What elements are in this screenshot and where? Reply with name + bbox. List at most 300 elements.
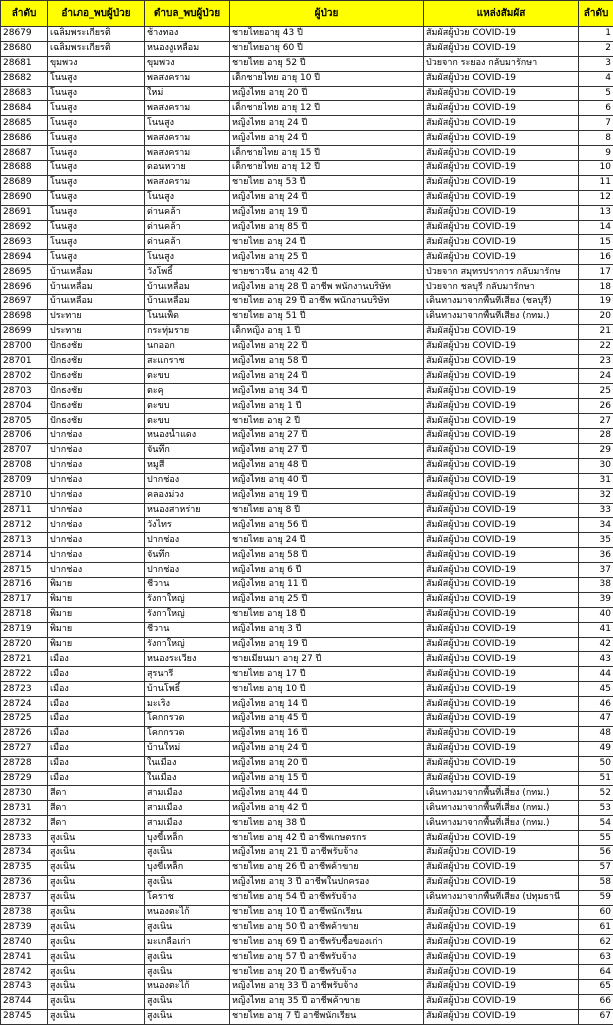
cell-patient: หญิงไทย อายุ 24 ปี	[230, 131, 424, 146]
cell-district: ปากช่อง	[48, 443, 145, 458]
cell-subdistrict: พลสงคราม	[145, 71, 230, 86]
cell-source: สัมผัสผู้ป่วย COVID-19	[424, 41, 579, 56]
table-row	[1, 860, 613, 875]
cell-id: 28684	[1, 101, 48, 116]
cell-source: สัมผัสผู้ป่วย COVID-19	[424, 950, 579, 965]
table-row	[1, 146, 613, 161]
cell-subdistrict: พลสงคราม	[145, 175, 230, 190]
cell-subdistrict: บุงขี้เหล็ก	[145, 831, 230, 846]
cell-source: สัมผัสผู้ป่วย COVID-19	[424, 726, 579, 741]
table-row	[1, 354, 613, 369]
cell-district: โนนสูง	[48, 146, 145, 161]
cell-seq: 5	[579, 86, 613, 101]
cell-district: โนนสูง	[48, 131, 145, 146]
table-row	[1, 622, 613, 637]
cell-seq: 20	[579, 309, 613, 324]
cell-source: เดินทางมาจากพื้นที่เสี่ยง (กทม.)	[424, 816, 579, 831]
cell-seq: 6	[579, 101, 613, 116]
cell-id: 28686	[1, 131, 48, 146]
cell-seq: 29	[579, 443, 613, 458]
cell-seq: 53	[579, 801, 613, 816]
cell-district: โนนสูง	[48, 116, 145, 131]
cell-seq: 32	[579, 488, 613, 503]
cell-subdistrict: คลองม่วง	[145, 488, 230, 503]
cell-id: 28709	[1, 473, 48, 488]
table-row	[1, 101, 613, 116]
cell-seq: 27	[579, 414, 613, 429]
cell-district: สูงเนิน	[48, 845, 145, 860]
cell-district: โนนสูง	[48, 71, 145, 86]
table-row	[1, 235, 613, 250]
cell-patient: หญิงไทย อายุ 58 ปี	[230, 354, 424, 369]
cell-subdistrict: โนนสูง	[145, 190, 230, 205]
cell-seq: 10	[579, 161, 613, 176]
cell-subdistrict: พลสงคราม	[145, 101, 230, 116]
table-row	[1, 458, 613, 473]
cell-seq: 7	[579, 116, 613, 131]
cell-district: ปากช่อง	[48, 429, 145, 444]
cell-subdistrict: พลสงคราม	[145, 146, 230, 161]
cell-subdistrict: โคกกรวด	[145, 726, 230, 741]
cell-district: เมือง	[48, 652, 145, 667]
cell-district: สูงเนิน	[48, 935, 145, 950]
cell-subdistrict: สูงเนิน	[145, 845, 230, 860]
cell-seq: 49	[579, 741, 613, 756]
cell-source: สัมผัสผู้ป่วย COVID-19	[424, 935, 579, 950]
cell-subdistrict: สะแกราช	[145, 354, 230, 369]
cell-source: สัมผัสผู้ป่วย COVID-19	[424, 920, 579, 935]
cell-district: สูงเนิน	[48, 1009, 145, 1024]
cell-patient: ชายไทย อายุ 69 ปี อาชีพรับซื้อของเก่า	[230, 935, 424, 950]
cell-patient: หญิงไทย อายุ 27 ปี	[230, 443, 424, 458]
cell-district: เมือง	[48, 741, 145, 756]
table-row	[1, 592, 613, 607]
table-row	[1, 607, 613, 622]
cell-source: สัมผัสผู้ป่วย COVID-19	[424, 682, 579, 697]
cell-subdistrict: หนองน้ำแดง	[145, 429, 230, 444]
cell-source: สัมผัสผู้ป่วย COVID-19	[424, 443, 579, 458]
cell-patient: หญิงไทย อายุ 40 ปี	[230, 473, 424, 488]
cell-source: เดินทางมาจากพื้นที่เสี่ยง (กทม.)	[424, 801, 579, 816]
cell-seq: 33	[579, 503, 613, 518]
cell-source: สัมผัสผู้ป่วย COVID-19	[424, 860, 579, 875]
cell-source: สัมผัสผู้ป่วย COVID-19	[424, 980, 579, 995]
cell-patient: หญิงไทย อายุ 33 ปี อาชีพรับจ้าง	[230, 980, 424, 995]
cell-source: สัมผัสผู้ป่วย COVID-19	[424, 101, 579, 116]
cell-district: สูงเนิน	[48, 994, 145, 1009]
header-cell-district: อำเภอ_พบผู้ป่วย	[48, 1, 145, 27]
cell-patient: หญิงไทย อายุ 14 ปี	[230, 697, 424, 712]
cell-patient: เด็กชายไทย อายุ 15 ปี	[230, 146, 424, 161]
cell-district: ปักธงชัย	[48, 384, 145, 399]
cell-patient: ชายไทย อายุ 24 ปี	[230, 533, 424, 548]
cell-id: 28720	[1, 637, 48, 652]
cell-subdistrict: ในเมือง	[145, 771, 230, 786]
cell-seq: 16	[579, 250, 613, 265]
cell-patient: ชายชาวจีน อายุ 42 ปี	[230, 265, 424, 280]
cell-district: โนนสูง	[48, 250, 145, 265]
cell-district: ปากช่อง	[48, 503, 145, 518]
table-row	[1, 71, 613, 86]
cell-source: สัมผัสผู้ป่วย COVID-19	[424, 116, 579, 131]
table-row	[1, 905, 613, 920]
cell-seq: 26	[579, 399, 613, 414]
cell-patient: ชายไทย อายุ 50 ปี อาชีพค้าขาย	[230, 920, 424, 935]
table-row	[1, 443, 613, 458]
cell-seq: 46	[579, 697, 613, 712]
cell-source: สัมผัสผู้ป่วย COVID-19	[424, 250, 579, 265]
header-cell-patient: ผู้ป่วย	[230, 1, 424, 27]
cell-id: 28731	[1, 801, 48, 816]
header-cell-source: แหล่งสัมผัส	[424, 1, 579, 27]
table-row	[1, 652, 613, 667]
cell-subdistrict: ใหม่	[145, 86, 230, 101]
cell-id: 28737	[1, 890, 48, 905]
table-row	[1, 503, 613, 518]
cell-source: สัมผัสผู้ป่วย COVID-19	[424, 697, 579, 712]
header-cell-id: ลำดับ	[1, 1, 48, 27]
cell-id: 28732	[1, 816, 48, 831]
table-row	[1, 771, 613, 786]
cell-seq: 35	[579, 533, 613, 548]
cell-subdistrict: มะเกลือเก่า	[145, 935, 230, 950]
table-row	[1, 27, 613, 42]
table-row	[1, 190, 613, 205]
table-row	[1, 845, 613, 860]
cell-id: 28722	[1, 667, 48, 682]
table-row	[1, 265, 613, 280]
cell-source: สัมผัสผู้ป่วย COVID-19	[424, 831, 579, 846]
table-row	[1, 488, 613, 503]
cell-seq: 23	[579, 354, 613, 369]
cell-seq: 9	[579, 146, 613, 161]
cell-patient: ชายไทย อายุ 26 ปี อาชีพค้าขาย	[230, 860, 424, 875]
cell-patient: หญิงไทย อายุ 24 ปี	[230, 369, 424, 384]
cell-district: เมือง	[48, 711, 145, 726]
cell-source: สัมผัสผู้ป่วย COVID-19	[424, 965, 579, 980]
cell-seq: 43	[579, 652, 613, 667]
cell-subdistrict: โนนเพ็ด	[145, 309, 230, 324]
table-row	[1, 831, 613, 846]
header-cell-subdistrict: ตำบล_พบผู้ป่วย	[145, 1, 230, 27]
cell-source: สัมผัสผู้ป่วย COVID-19	[424, 324, 579, 339]
cell-district: พิมาย	[48, 592, 145, 607]
cell-subdistrict: ช้างทอง	[145, 27, 230, 42]
cell-district: เมือง	[48, 682, 145, 697]
cell-seq: 19	[579, 295, 613, 310]
cell-source: สัมผัสผู้ป่วย COVID-19	[424, 1009, 579, 1024]
cell-subdistrict: ตะขบ	[145, 369, 230, 384]
cell-district: ปากช่อง	[48, 533, 145, 548]
cell-patient: หญิงไทย อายุ 19 ปี	[230, 205, 424, 220]
cell-seq: 45	[579, 682, 613, 697]
table-row	[1, 756, 613, 771]
cell-subdistrict: ด่านคล้า	[145, 235, 230, 250]
cell-patient: หญิงไทย อายุ 44 ปี	[230, 786, 424, 801]
cell-id: 28717	[1, 592, 48, 607]
cell-seq: 37	[579, 563, 613, 578]
cell-district: เมือง	[48, 667, 145, 682]
cell-subdistrict: สูงเนิน	[145, 950, 230, 965]
table-row	[1, 369, 613, 384]
table-row	[1, 429, 613, 444]
cell-patient: หญิงไทย อายุ 25 ปี	[230, 250, 424, 265]
cell-source: สัมผัสผู้ป่วย COVID-19	[424, 71, 579, 86]
cell-seq: 55	[579, 831, 613, 846]
table-row	[1, 131, 613, 146]
cell-patient: ชายไทย อายุ 17 ปี	[230, 667, 424, 682]
cell-subdistrict: สุรนารี	[145, 667, 230, 682]
cell-patient: หญิงไทย อายุ 16 ปี	[230, 726, 424, 741]
cell-source: เดินทางมาจากพื้นที่เสี่ยง (ชลบุรี)	[424, 295, 579, 310]
table-row	[1, 175, 613, 190]
cell-subdistrict: รังกาใหญ่	[145, 592, 230, 607]
cell-patient: หญิงไทย อายุ 3 ปี	[230, 622, 424, 637]
cell-source: สัมผัสผู้ป่วย COVID-19	[424, 369, 579, 384]
cell-id: 28701	[1, 354, 48, 369]
cell-patient: ชายไทย อายุ 10 ปี	[230, 682, 424, 697]
cell-district: พิมาย	[48, 577, 145, 592]
cell-district: ปากช่อง	[48, 473, 145, 488]
cell-subdistrict: รังกาใหญ่	[145, 637, 230, 652]
cell-subdistrict: หนองระเวียง	[145, 652, 230, 667]
cell-district: เฉลิมพระเกียรติ	[48, 41, 145, 56]
cell-patient: ชายไทย อายุ 7 ปี อาชีพนักเรียน	[230, 1009, 424, 1024]
cell-seq: 38	[579, 577, 613, 592]
cell-source: ป่วยจาก ระยอง กลับมารักษา	[424, 56, 579, 71]
cell-district: สูงเนิน	[48, 965, 145, 980]
cell-subdistrict: จันทึก	[145, 548, 230, 563]
cell-district: สูงเนิน	[48, 860, 145, 875]
cell-source: สัมผัสผู้ป่วย COVID-19	[424, 622, 579, 637]
cell-district: สูงเนิน	[48, 890, 145, 905]
cell-seq: 67	[579, 1009, 613, 1024]
cell-seq: 59	[579, 890, 613, 905]
table-row	[1, 324, 613, 339]
cell-id: 28743	[1, 980, 48, 995]
cell-id: 28729	[1, 771, 48, 786]
cell-seq: 40	[579, 607, 613, 622]
table-row	[1, 935, 613, 950]
cell-id: 28699	[1, 324, 48, 339]
table-row	[1, 399, 613, 414]
cell-id: 28698	[1, 309, 48, 324]
cell-seq: 61	[579, 920, 613, 935]
cell-id: 28687	[1, 146, 48, 161]
cell-id: 28733	[1, 831, 48, 846]
cell-subdistrict: สูงเนิน	[145, 875, 230, 890]
cell-subdistrict: สามเมือง	[145, 816, 230, 831]
table-row	[1, 414, 613, 429]
cell-patient: ชายไทย อายุ 2 ปี	[230, 414, 424, 429]
cell-patient: ชายไทย อายุ 57 ปี อาชีพรับจ้าง	[230, 950, 424, 965]
cell-source: สัมผัสผู้ป่วย COVID-19	[424, 875, 579, 890]
cell-source: สัมผัสผู้ป่วย COVID-19	[424, 905, 579, 920]
table-row	[1, 965, 613, 980]
cell-patient: ชายไทย อายุ 8 ปี	[230, 503, 424, 518]
cell-district: เมือง	[48, 697, 145, 712]
table-row	[1, 56, 613, 71]
cell-seq: 50	[579, 756, 613, 771]
cell-district: พิมาย	[48, 622, 145, 637]
cell-seq: 21	[579, 324, 613, 339]
cell-seq: 8	[579, 131, 613, 146]
cell-district: ปักธงชัย	[48, 339, 145, 354]
cell-source: สัมผัสผู้ป่วย COVID-19	[424, 533, 579, 548]
table-row	[1, 697, 613, 712]
cell-seq: 48	[579, 726, 613, 741]
cell-source: สัมผัสผู้ป่วย COVID-19	[424, 235, 579, 250]
table-row	[1, 384, 613, 399]
cell-subdistrict: บุงขี้เหล็ก	[145, 860, 230, 875]
cell-patient: ชายเมียนมา อายุ 27 ปี	[230, 652, 424, 667]
cell-subdistrict: ปากช่อง	[145, 533, 230, 548]
cell-source: สัมผัสผู้ป่วย COVID-19	[424, 503, 579, 518]
cell-patient: ชายไทย อายุ 54 ปี อาชีพรับจ้าง	[230, 890, 424, 905]
table-row	[1, 161, 613, 176]
cell-district: เมือง	[48, 726, 145, 741]
cell-seq: 51	[579, 771, 613, 786]
cell-patient: หญิงไทย อายุ 27 ปี	[230, 429, 424, 444]
cell-source: เดินทางมาจากพื้นที่เสี่ยง (กทม.)	[424, 786, 579, 801]
cell-district: ขุมพวง	[48, 56, 145, 71]
table-row	[1, 116, 613, 131]
cell-id: 28689	[1, 175, 48, 190]
table-row	[1, 518, 613, 533]
cell-subdistrict: โนนสูง	[145, 250, 230, 265]
cell-patient: หญิงไทย อายุ 25 ปี	[230, 592, 424, 607]
cell-district: ประทาย	[48, 324, 145, 339]
cell-id: 28730	[1, 786, 48, 801]
cell-subdistrict: ปากช่อง	[145, 473, 230, 488]
table-row	[1, 801, 613, 816]
cell-patient: ชายไทยอายุ 43 ปี	[230, 27, 424, 42]
cell-seq: 30	[579, 458, 613, 473]
cell-source: สัมผัสผู้ป่วย COVID-19	[424, 592, 579, 607]
cell-id: 28711	[1, 503, 48, 518]
table-row	[1, 533, 613, 548]
cell-subdistrict: หนองสาหร่าย	[145, 503, 230, 518]
cell-district: ปักธงชัย	[48, 399, 145, 414]
cell-subdistrict: ในเมือง	[145, 756, 230, 771]
cell-seq: 41	[579, 622, 613, 637]
cell-seq: 62	[579, 935, 613, 950]
cell-id: 28697	[1, 295, 48, 310]
cell-district: ปากช่อง	[48, 518, 145, 533]
cell-source: เดินทางมาจากพื้นที่เสี่ยง (ปทุมธานี	[424, 890, 579, 905]
cell-source: สัมผัสผู้ป่วย COVID-19	[424, 339, 579, 354]
cell-district: เมือง	[48, 756, 145, 771]
cell-subdistrict: นกออก	[145, 339, 230, 354]
cell-id: 28692	[1, 220, 48, 235]
cell-subdistrict: หนองตะไก้	[145, 905, 230, 920]
cell-source: สัมผัสผู้ป่วย COVID-19	[424, 488, 579, 503]
cell-district: สูงเนิน	[48, 831, 145, 846]
cell-district: สีดา	[48, 801, 145, 816]
cell-district: บ้านเหลื่อม	[48, 295, 145, 310]
cell-source: สัมผัสผู้ป่วย COVID-19	[424, 27, 579, 42]
cell-district: โนนสูง	[48, 86, 145, 101]
cell-seq: 14	[579, 220, 613, 235]
cell-source: สัมผัสผู้ป่วย COVID-19	[424, 771, 579, 786]
cell-id: 28736	[1, 875, 48, 890]
cell-id: 28738	[1, 905, 48, 920]
cell-seq: 64	[579, 965, 613, 980]
cell-seq: 13	[579, 205, 613, 220]
cell-seq: 60	[579, 905, 613, 920]
table-row	[1, 920, 613, 935]
cell-source: สัมผัสผู้ป่วย COVID-19	[424, 756, 579, 771]
cell-subdistrict: บ้านโพธิ์	[145, 682, 230, 697]
cell-patient: หญิงไทย อายุ 35 ปี อาชีพค้าขาย	[230, 994, 424, 1009]
cell-seq: 25	[579, 384, 613, 399]
cell-seq: 65	[579, 980, 613, 995]
cell-district: โนนสูง	[48, 175, 145, 190]
cell-seq: 42	[579, 637, 613, 652]
cell-subdistrict: โนนสูง	[145, 116, 230, 131]
cell-id: 28704	[1, 399, 48, 414]
cell-id: 28741	[1, 950, 48, 965]
cell-patient: หญิงไทย อายุ 1 ปี	[230, 399, 424, 414]
cell-district: เฉลิมพระเกียรติ	[48, 27, 145, 42]
cell-subdistrict: ปากช่อง	[145, 563, 230, 578]
cell-patient: หญิงไทย อายุ 48 ปี	[230, 458, 424, 473]
cell-id: 28707	[1, 443, 48, 458]
cell-source: สัมผัสผู้ป่วย COVID-19	[424, 548, 579, 563]
header-row	[1, 1, 613, 27]
cell-seq: 47	[579, 711, 613, 726]
cell-id: 28705	[1, 414, 48, 429]
cell-patient: หญิงไทย อายุ 11 ปี	[230, 577, 424, 592]
cell-id: 28727	[1, 741, 48, 756]
cell-patient: ชายไทย อายุ 52 ปี	[230, 56, 424, 71]
cell-subdistrict: กระทุ่มราย	[145, 324, 230, 339]
cell-district: สูงเนิน	[48, 980, 145, 995]
cell-source: สัมผัสผู้ป่วย COVID-19	[424, 994, 579, 1009]
table-row	[1, 980, 613, 995]
cell-subdistrict: จันทึก	[145, 443, 230, 458]
cell-id: 28721	[1, 652, 48, 667]
cell-subdistrict: ด่านคล้า	[145, 205, 230, 220]
cell-subdistrict: มะเริง	[145, 697, 230, 712]
cell-id: 28703	[1, 384, 48, 399]
cell-seq: 58	[579, 875, 613, 890]
cell-seq: 56	[579, 845, 613, 860]
cell-patient: หญิงไทย อายุ 6 ปี	[230, 563, 424, 578]
cell-id: 28716	[1, 577, 48, 592]
cell-district: บ้านเหลื่อม	[48, 280, 145, 295]
cell-patient: เด็กชายไทย อายุ 10 ปี	[230, 71, 424, 86]
cell-patient: ชายไทย อายุ 29 ปี อาชีพ พนักงานบริษัท	[230, 295, 424, 310]
cell-seq: 4	[579, 71, 613, 86]
cell-subdistrict: วังโพธิ์	[145, 265, 230, 280]
header-cell-seq: ลำดับ	[579, 1, 613, 27]
cell-seq: 24	[579, 369, 613, 384]
cell-source: สัมผัสผู้ป่วย COVID-19	[424, 205, 579, 220]
cell-id: 28734	[1, 845, 48, 860]
cell-subdistrict: หนองงูเหลือม	[145, 41, 230, 56]
table-row	[1, 890, 613, 905]
cell-source: สัมผัสผู้ป่วย COVID-19	[424, 652, 579, 667]
cell-patient: หญิงไทย อายุ 45 ปี	[230, 711, 424, 726]
table-row	[1, 339, 613, 354]
table-row	[1, 667, 613, 682]
table-row	[1, 711, 613, 726]
cell-district: สูงเนิน	[48, 875, 145, 890]
cell-id: 28719	[1, 622, 48, 637]
cell-subdistrict: สามเมือง	[145, 786, 230, 801]
cell-id: 28710	[1, 488, 48, 503]
